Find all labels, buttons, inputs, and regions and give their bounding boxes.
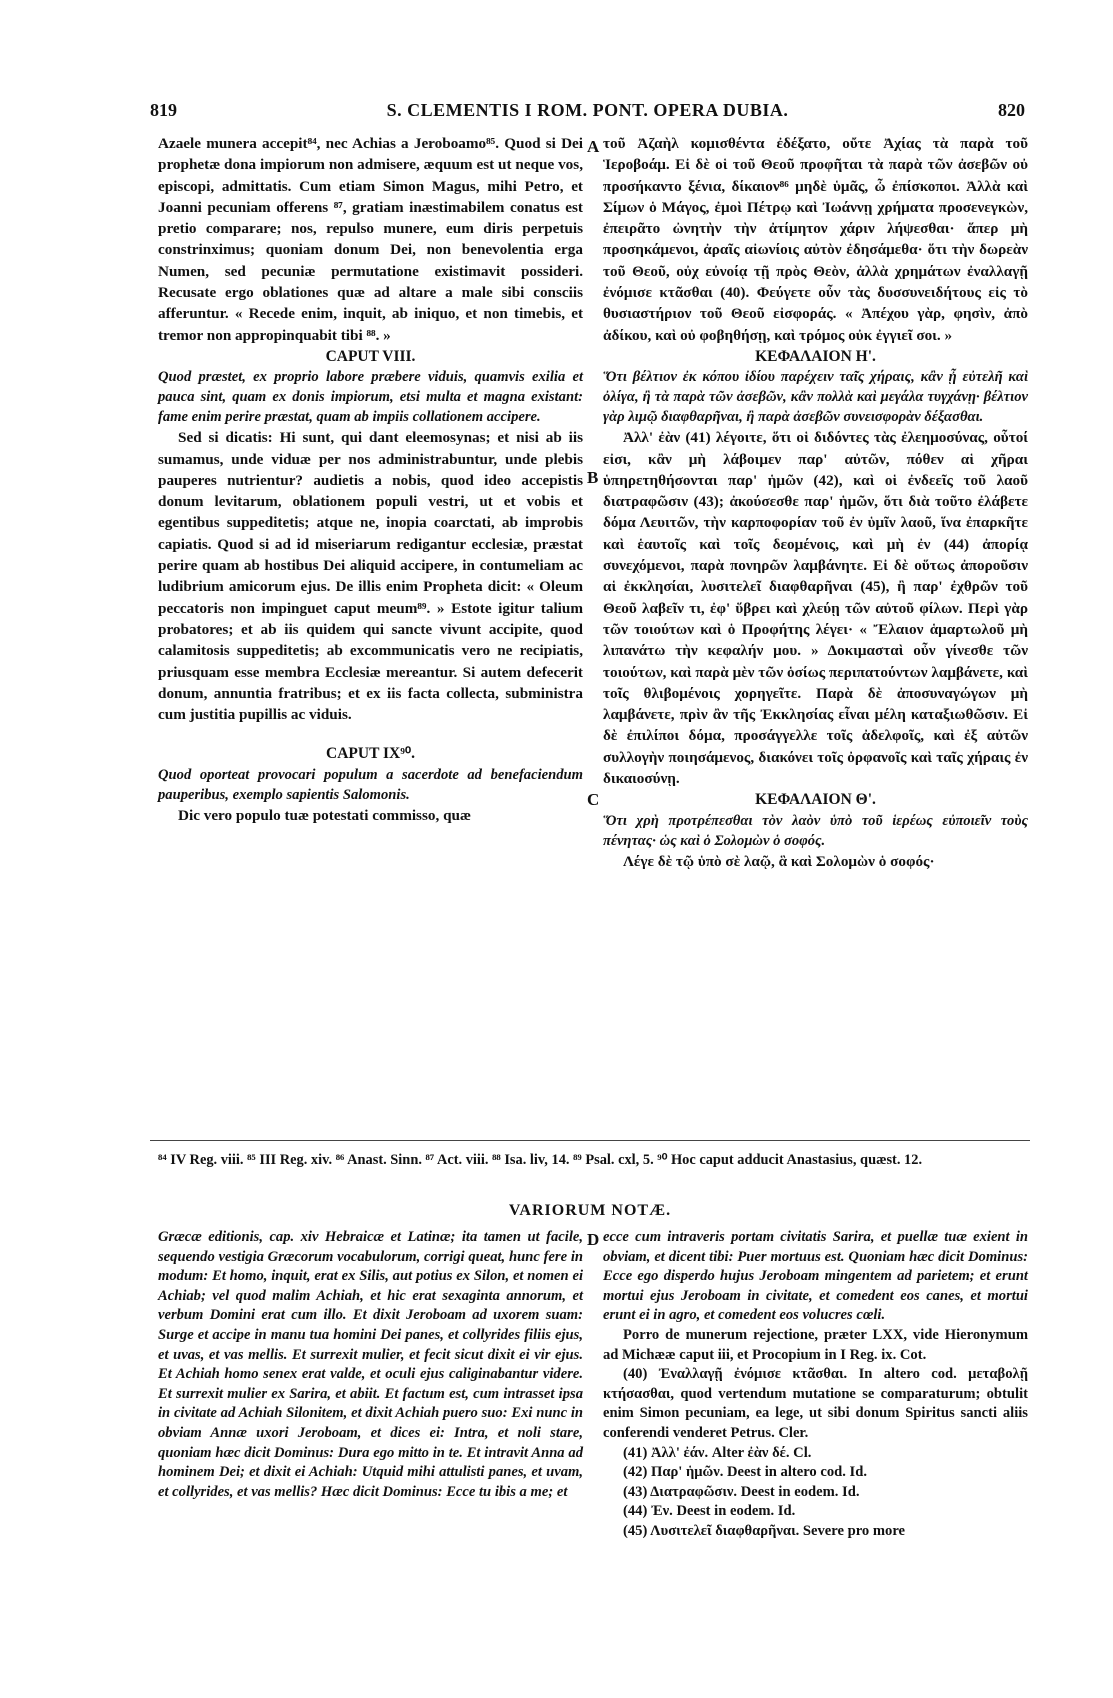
greek-summary-8: Ὅτι βέλτιον ἐκ κόπου ἰδίου παρέχειν ταῖς χήραις, κἂν ᾖ εὐτελῆ καὶ ὀλίγα, ἢ τὰ παρὰ τῶν ἀσεβῶν, κἂν πολλὰ καὶ μεγάλα τυγχάνῃ· βέλτιον γὰρ λιμῷ διαφθαρῆναι, ἢ παρὰ ἀσεβῶν συνεισφορὰν δέξασθαι. xyxy=(603,369,1028,426)
running-title: S. CLEMENTIS I ROM. PONT. OPERA DUBIA. xyxy=(386,100,789,120)
variorum-title: VARIORUM NOTÆ. xyxy=(508,1202,672,1219)
greek-column xyxy=(603,133,1028,872)
notes-right-italic: ecce cum intraveris portam civitatis Sarira, et puellæ tuæ exient in obviam, et dicent tibi: Puer mortuus est. Quoniam hæc dicit Dominus: Ecce ego disperdo hujus Jeroboam mingentem ad parietem; et erunt mortui ejus Jeroboam in civitate, et comedent eos canes, et mortui erunt ei in agro, et comedent eos volucres cœli. xyxy=(603,1229,1028,1324)
latin-paragraph-2: Sed si dicatis: Hi sunt, qui dant eleemosynas; et nisi ab iis sumamus, unde viduæ per nos administrabuntur, unde plebis pauperes nutrientur? audietis a nobis, quod ideo accepistis donum levitarum, oblationem populi vestri, ut et vobis et egentibus suppeditetis; atque ne, inopia coarctati, ab improbis capiatis. Quod si ad id miseriarum redigantur ecclesiæ, præstat perire quam ab hostibus Dei aliquid accipere, in contumeliam ac ludibrium amicorum ejus. De illis enim Propheta dicit: « Oleum peccatoris non impinguet caput meum⁸⁹. » Estote igitur talium probatores; et ab iis quidem qui sancte vivunt accipite, quod calamitosis suppeditetis; ab excommunicatis vero ne recipiatis, priusquam esse membra Ecclesiæ mereantur. Si autem defecerit donum, annuntia fratribus; et ex iis facta collecta, subministra cum justitia pupillis ac viduis. xyxy=(158,429,583,724)
notes-left-column xyxy=(158,1228,583,1502)
latin-caput-9: CAPUT IX⁹⁰. xyxy=(326,745,415,763)
greek-paragraph-3: Λέγε δὲ τῷ ὑπὸ σὲ λαῷ, ἃ καὶ Σολομὼν ὁ σοφός· xyxy=(623,852,935,870)
running-header xyxy=(150,100,1025,126)
notes-right-paragraph-2: (40) Ἐναλλαγῇ ἐνόμισε κτᾶσθαι. In altero cod. μεταβολῇ κτήσασθαι, quod vertendum mutatione se comparaturum; obtulit enim Simon pecuniam, ea lege, ut sibi donum Spiritus sancti aliis conferendi venderet Petrus. Cler. xyxy=(603,1366,1028,1441)
margin-marker-a: A xyxy=(587,137,600,156)
margin-marker-d: D xyxy=(587,1230,600,1249)
page-number-left: 819 xyxy=(150,100,177,120)
latin-column xyxy=(158,133,583,826)
note-42: (42) Παρ' ἡμῶν. Deest in altero cod. Id. xyxy=(623,1464,867,1481)
note-45: (45) Λυσιτελεῖ διαφθαρῆναι. Severe pro more xyxy=(623,1522,906,1539)
greek-caput-9: ΚΕΦΑΛΑΙΟΝ Θ'. xyxy=(755,791,876,809)
notes-right-column xyxy=(603,1228,1028,1542)
latin-caput-8: CAPUT VIII. xyxy=(325,347,416,365)
greek-paragraph-2: Ἀλλ' ἐὰν (41) λέγοιτε, ὅτι οἱ διδόντες τὰς ἐλεημοσύνας, οὗτοί εἰσι, κἂν μὴ λάβοιμεν παρ' αὐτῶν, πόθεν αἱ χῆραι ὑπηρετηθήσονται παρ' ἡμῶν (42), καὶ οἱ ἐνδεεῖς τοῦ λαοῦ διατραφῶσιν (43); ἀκούσεσθε παρ' ἡμῶν, ὅτι διὰ τοῦτο ἐλάβετε δόμα Λευιτῶν, τὴν καρποφορίαν τοῦ ἐν ὑμῖν λαοῦ, ἵνα ἐπαρκῆτε καὶ ἑαυτοῖς καὶ τοῖς δεομένοις, καὶ μὴ ἐν (44) ἀπορίᾳ συνεχόμενοι, παρὰ πονηρῶν λαμβάνητε. Εἰ δὲ οὕτως ἀποροῦσιν αἱ ἐκκλησίαι, λυσιτελεῖ διαφθαρῆναι (45), ἢ παρ' ἐχθρῶν τοῦ Θεοῦ λαβεῖν τι, ἐφ' ὕβρει καὶ χλεύῃ τῶν αὐτοῦ φίλων. Περὶ γὰρ τῶν τοιούτων καὶ ὁ Προφήτης λέγει· « Ἔλαιον ἁμαρτωλοῦ μὴ λιπανάτω τὴν κεφαλήν μου. » Δοκιμασταὶ οὖν γίνεσθε τῶν τοιούτων, καὶ παρὰ μὲν τῶν ὁσίως περιπατούντων λαμβάνετε, καὶ τοῖς θλιβομένοις χορηγεῖτε. Παρὰ δὲ ἀποσυναγώγων μὴ λαμβάνετε, πρὶν ἂν τῆς Ἐκκλησίας εἶναι μέλη καταξιωθῶσιν. Εἰ δὲ ἐπιλίποι δόμα, προσάγγελλε τοῖς ἀδελφοῖς, καὶ ἐξ αὐτῶν συλλογὴν ποιησάμενος, διακόνει τοῖς ὀρφανοῖς καὶ ταῖς χήραις ἐν δικαιοσύνῃ. xyxy=(603,429,1028,788)
latin-paragraph-3: Dic vero populo tuæ potestati commisso, quæ xyxy=(178,806,471,824)
latin-summary-8: Quod præstet, ex proprio labore præbere viduis, quamvis exilia et pauca sint, quam ex donis impiorum, etsi multa et magna existant: fame enim perire præstat, quam ab impiis collationem accipere. xyxy=(158,369,583,426)
latin-summary-9: Quod oporteat provocari populum a sacerdote ad benefaciendum pauperibus, exemplo sapientis Salomonis. xyxy=(158,766,583,803)
notes-left-text: Græcæ editionis, cap. xiv Hebraicæ et Latinæ; ita tamen ut facile, sequendo vestigia Græcorum vocabulorum, corrigi queat, hunc fere in modum: Et homo, inquit, erat ex Silis, aut potius ex Silon, et nomen ei Achiab; vel quod malim Achiah, et hic erat sexaginta annorum, et verbum Domini erat cum illo. Et dixit Jeroboam ad uxorem suam: Surge et accipe in manu tua homini Dei panes, et collyrides filiis ejus, et uvas, et vas mellis. Et surrexit mulier, et fecit sicut dixit ei vir ejus. Et Achiah homo senex erat valde, et oculi ejus caliginabantur videre. Et surrexit mulier ex Sarira, et abiit. Et factum est, cum intrasset ipsa in civitate ad Achiah Silonitem, et dixit Achiah puero suo: Exi nunc in obviam Annæ uxori Jeroboam, et dices ei: Intra, et noli stare, quoniam hæc dicit Dominus: Dura ego mitto in te. Et intravit Anna ad hominem Dei; et dixit ei Achiah: Utquid mihi attulisti panes, et uvam, et collyrides, et vas mellis? Hæc dicit Dominus: Ecce tu ibis a me; et xyxy=(158,1229,583,1500)
greek-caput-8: ΚΕΦΑΛΑΙΟΝ Η'. xyxy=(755,347,876,365)
note-44: (44) Ἐν. Deest in eodem. Id. xyxy=(623,1503,796,1520)
greek-summary-9: Ὅτι χρὴ προτρέπεσθαι τὸν λαὸν ὑπὸ τοῦ ἱερέως εὐποιεῖν τοὺς πένητας· ὡς καὶ ὁ Σολομὼν ὁ σοφός. xyxy=(603,812,1028,849)
footnotes: ⁸⁴ IV Reg. viii. ⁸⁵ III Reg. xiv. ⁸⁶ Anast. Sinn. ⁸⁷ Act. viii. ⁸⁸ Isa. liv, 14. ⁸⁹ Psal. cxl, 5. ⁹⁰ Hoc caput adducit Anastasius, quæst. 12. xyxy=(158,1152,923,1168)
margin-marker-c: C xyxy=(587,790,600,809)
latin-paragraph-1: Azaele munera accepit⁸⁴, nec Achias a Jeroboamo⁸⁵. Quod si Dei prophetæ dona impiorum non admisere, æquum est ut neque vos, episcopi, admittatis. Cum etiam Simon Magus, mihi Petro, et Joanni pecuniam offerens ⁸⁷, gratiam inæstimabilem conatus est pretio comparare; nos, repulso munere, eum diris perpetuis constrinximus; quoniam donum Dei, non benevolentia erga Numen, sed pecuniæ permutatione existimavit possideri. Recusate ergo oblationes quæ ad altare a male sibi consciis afferuntur. « Recede enim, inquit, ab iniquo, et non timebis, et tremor non appropinquabit tibi ⁸⁸. » xyxy=(158,135,583,344)
note-41: (41) Ἀλλ' ἐάν. Alter ἐὰν δέ. Cl. xyxy=(623,1444,812,1461)
footnote-separator xyxy=(150,1140,1030,1141)
page-number-right: 820 xyxy=(998,100,1025,120)
note-43: (43) Διατραφῶσιν. Deest in eodem. Id. xyxy=(623,1483,860,1500)
greek-paragraph-1: τοῦ Ἀζαὴλ κομισθέντα ἐδέξατο, οὔτε Ἀχίας τὰ παρὰ τοῦ Ἱεροβοάμ. Εἰ δὲ οἱ τοῦ Θεοῦ προφῆται τὰ παρὰ τῶν ἀσεβῶν οὐ προσήκαντο ξένια, δίκαιον⁸⁶ μηδὲ ὑμᾶς, ὦ ἐπίσκοποι. Ἀλλὰ καὶ Σίμων ὁ Μάγος, ἐμοὶ Πέτρῳ καὶ Ἰωάννῃ χρήματα προσενεγκὼν, ἐπειρᾶτο ὠνητὴν τὴν ἀτίμητον χάριν λήψεσθαι· ἅπερ μὴ προσηκάμενοι, ἀραῖς αἰωνίοις αὐτὸν ἐδησάμεθα· ὅτι τὴν δωρεὰν τοῦ Θεοῦ, οὐχ εὐνοίᾳ τῇ πρὸς Θεὸν, ἀλλὰ χρημάτων ἐναλλαγῇ ἐνόμισε κτᾶσθαι (40). Φεύγετε οὖν τὰς δυσσυνειδήτους εἰς τὸ θυσιαστήριον τοῦ Θεοῦ εἰσφοράς. « Ἀπέχου γὰρ, φησὶν, ἀπὸ ἀδίκου, καὶ οὐ φοβηθήσῃ, καὶ τρόμος οὐκ ἐγγιεῖ σοι. » xyxy=(603,135,1028,344)
margin-marker-b: B xyxy=(587,468,599,487)
notes-right-paragraph-1: Porro de munerum rejectione, præter LXX, vide Hieronymum ad Michææ caput iii, et Procopium in I Reg. ix. Cot. xyxy=(603,1326,1028,1363)
